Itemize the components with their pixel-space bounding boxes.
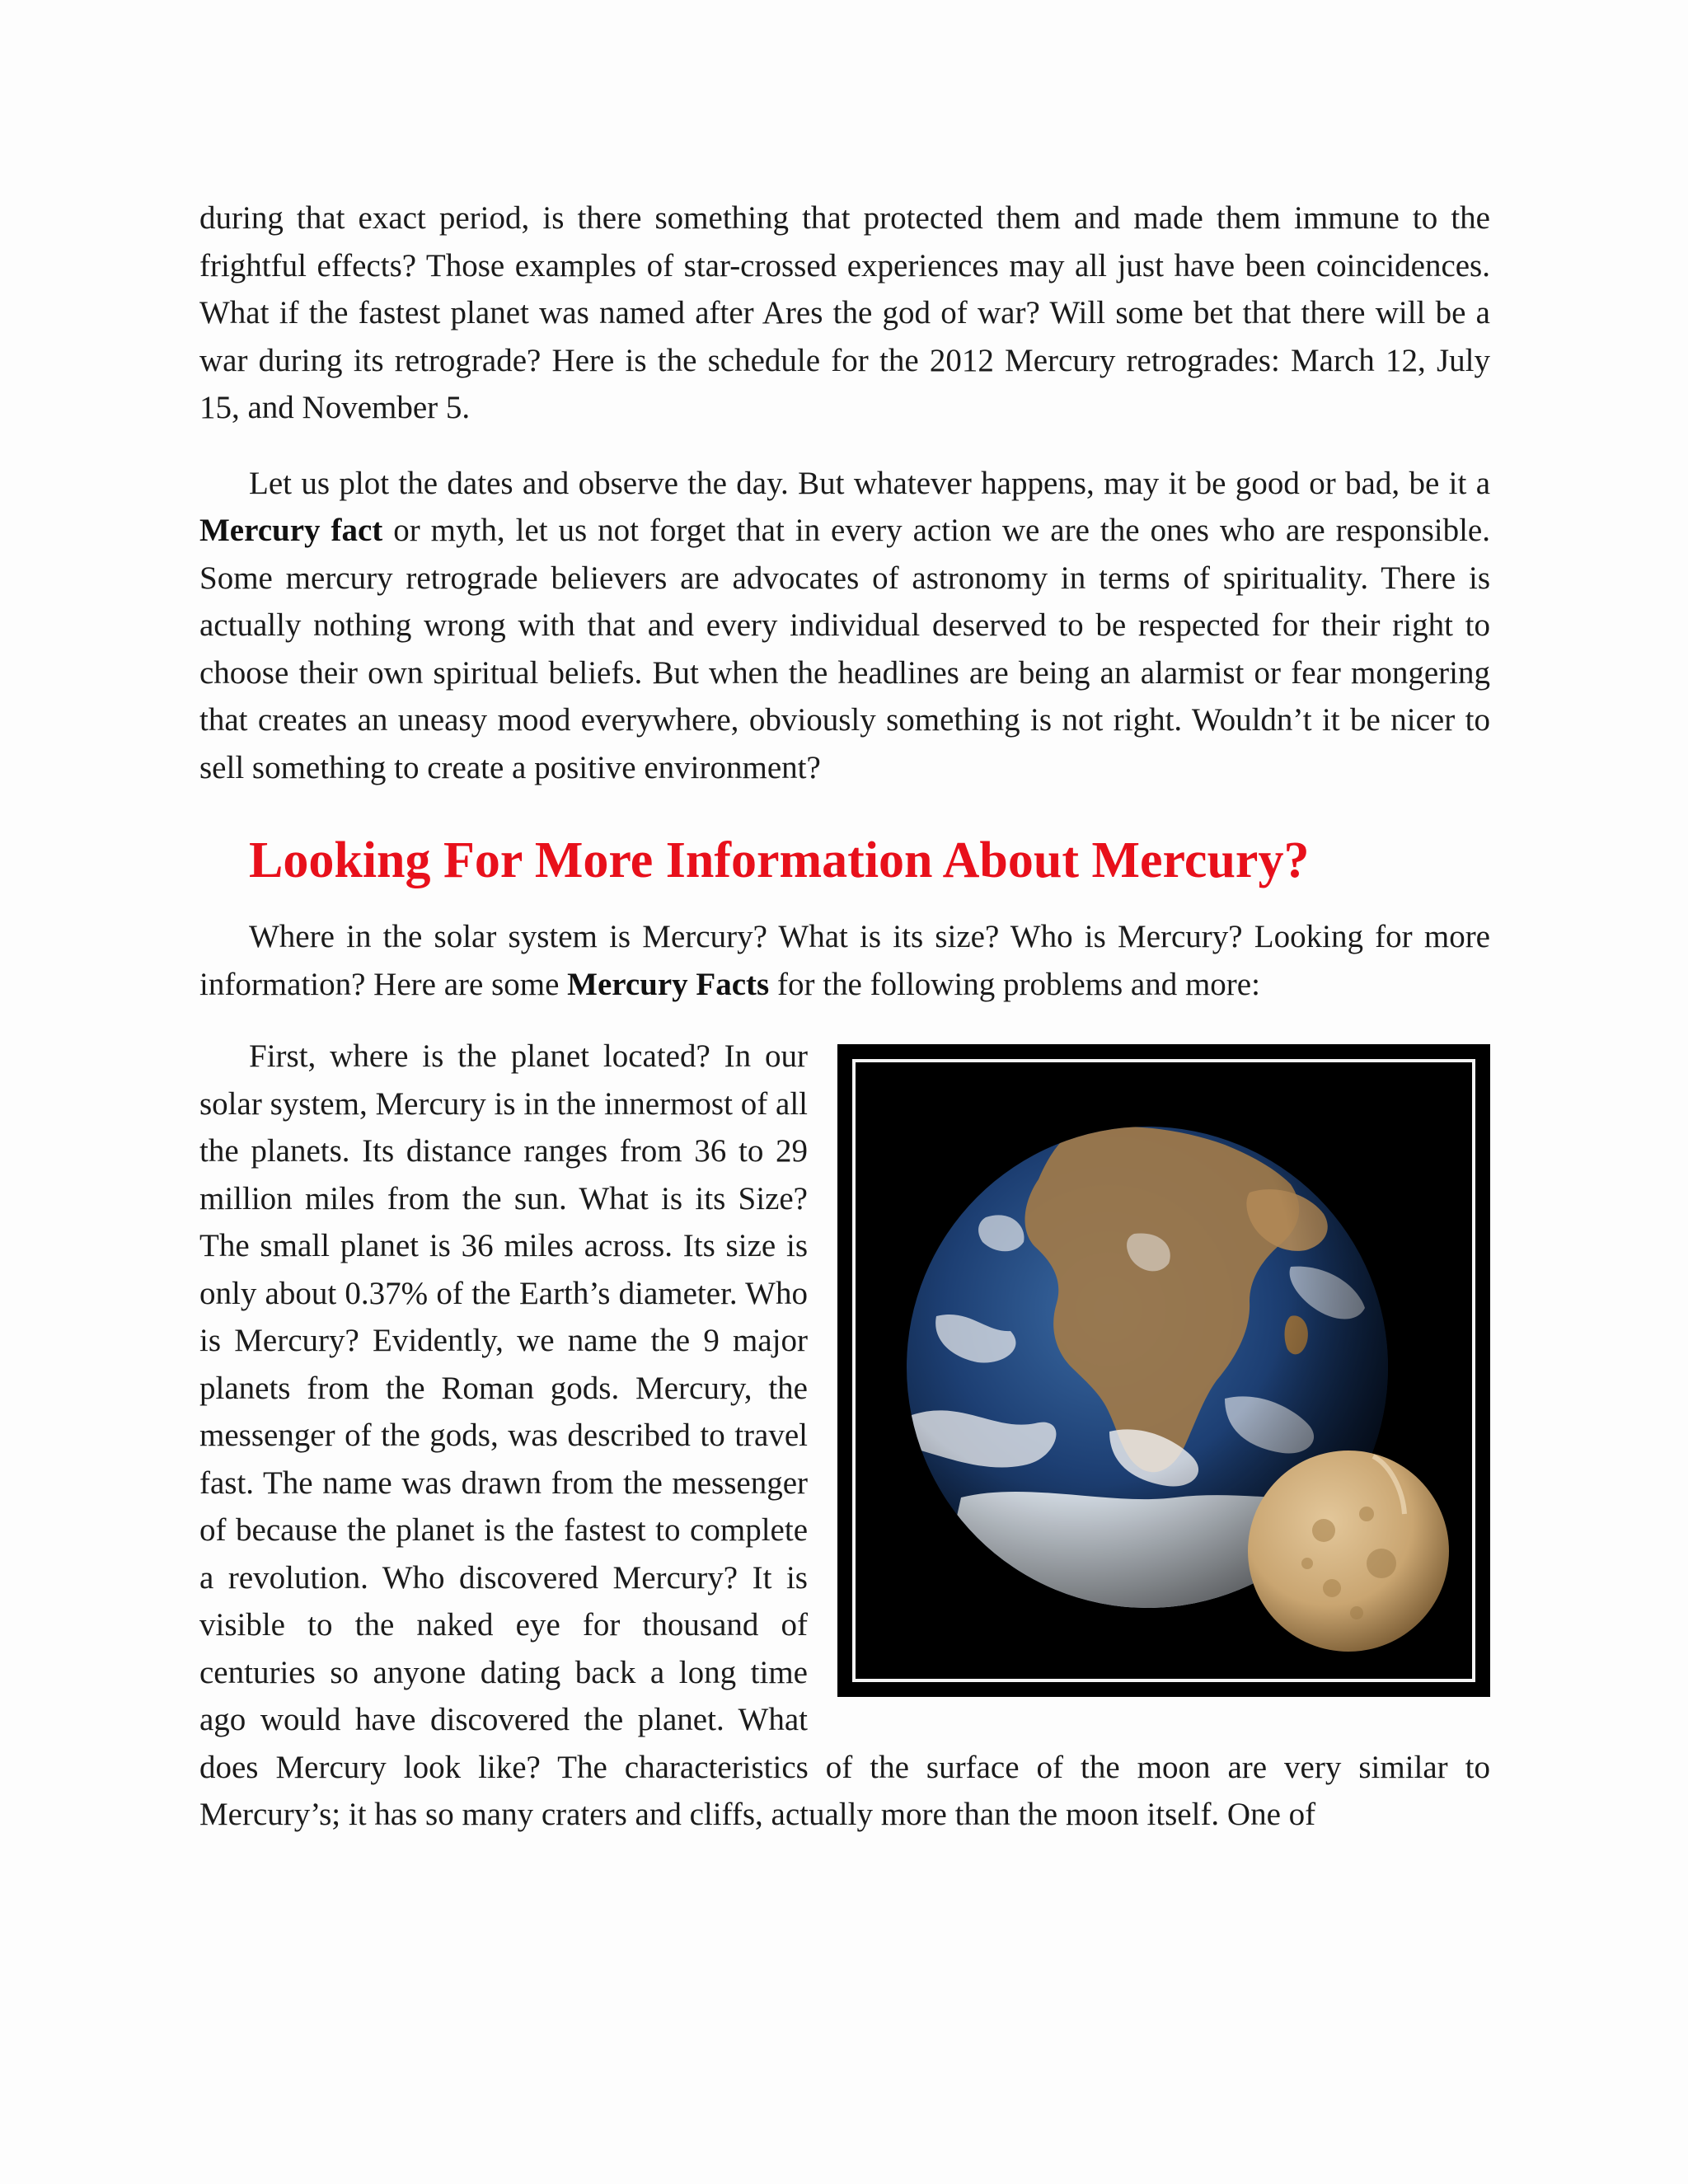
facts-section — [199, 1033, 1490, 1839]
earth-and-mercury-illustration — [862, 1069, 1465, 1672]
paragraph-mercury-fact — [199, 460, 1490, 792]
bold-term-mercury-facts: Mercury Facts — [567, 966, 770, 1002]
mercury-planet — [1248, 1451, 1449, 1652]
document-page — [199, 194, 1490, 1839]
paragraph-intro-text-start: Where in the solar system is Mercury? What is its size? Who is Mercury? Looking for more information? Here are some — [199, 919, 1490, 1002]
paragraph-intro-questions — [199, 913, 1490, 1008]
section-heading: Looking For More Information About Mercury? — [249, 832, 1310, 888]
paragraph-intro-text-end: for the following problems and more: — [769, 966, 1260, 1002]
earth-mercury-image — [837, 1044, 1490, 1697]
paragraph-mercury-facts: First, where is the planet located? In our solar system, Mercury is in the innermost of all the planets. Its distance ranges from 36 to 29 million miles from the sun. What is its Size? The small planet is 36 miles across. Its size is only about 0.37% of the Earth’s diameter. Who is Mercury? Evidently, we name the 9 major planets from the Roman gods. Mercury, the messenger of the gods, was described to travel fast. The name was drawn from the messenger of because the planet is the fastest to complete a revolution. Who discovered Mercury? It is visible to the naked eye for thousand of centuries so anyone dating back a long time ago would have discovered the planet. What does Mercury look like? The characteristics of the surface of the moon are very similar to Mercury’s; it has so many craters and cliffs, actually more than the moon itself. One of — [199, 1038, 1490, 1832]
bold-term-mercury-fact: Mercury fact — [199, 513, 383, 548]
paragraph-retrograde-schedule: during that exact period, is there something that protected them and made them immune to the frightful effects? Those examples of star-crossed experiences may all just have been coincidences. What if the fastest planet was named after Ares the god of war? Will some bet that there will be a war during its retrograde? Here is the schedule for the 2012 Mercury retrogrades: March 12, July 15, and November 5. — [199, 200, 1490, 425]
paragraph-mercury-fact-text-end: or myth, let us not forget that in every action we are the ones who are responsible. Some mercury retrograde believers are advocates of astronomy in terms of spirituality. There is actually nothing wrong with that and every individual deserved to be respected for their right to choose their own spiritual beliefs. But when the headlines are being an alarmist or fear mongering that creates an uneasy mood everywhere, obviously something is not right. Wouldn’t it be nicer to sell something to create a positive environment? — [199, 513, 1490, 785]
paragraph-mercury-fact-text-start: Let us plot the dates and observe the day. But whatever happens, may it be good or bad, be it a — [249, 465, 1490, 501]
